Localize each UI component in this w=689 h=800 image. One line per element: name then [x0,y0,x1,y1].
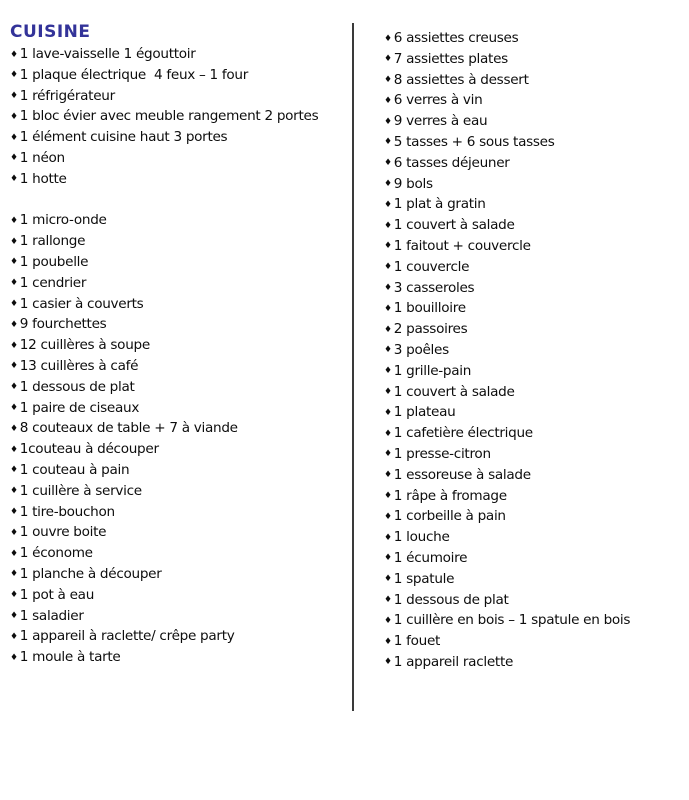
list-item [10,314,350,335]
list-item [10,231,350,252]
item-text: 1 poubelle [19,253,89,270]
bullet-icon: ♦ [384,574,392,585]
list-item [384,423,684,444]
item-text: 6 verres à vin [393,92,483,109]
list-item [384,506,684,527]
item-text: 1couteau à découper [19,441,159,458]
list-item [10,44,350,65]
list-item [10,522,350,543]
bullet-icon: ♦ [384,220,392,231]
list-item [384,444,684,465]
item-text: 1 cendrier [19,274,87,291]
list-item [384,215,684,236]
item-text: 6 assiettes creuses [393,30,519,46]
item-text: 3 poêles [393,341,449,358]
item-text: 13 cuillères à café [19,357,139,374]
bullet-icon: ♦ [384,324,392,335]
item-text: 1 couvert à salade [393,383,515,400]
bullet-icon: ♦ [10,423,18,434]
list-item [384,382,684,403]
list-item [384,569,684,590]
bullet-icon: ♦ [10,215,18,226]
list-item [384,465,684,486]
item-text: 1 cuillère à service [19,482,142,499]
bullet-icon: ♦ [384,95,392,106]
list-item [10,418,350,439]
bullet-icon: ♦ [10,340,18,351]
bullet-icon: ♦ [384,449,392,460]
list-item [10,585,350,606]
bullet-icon: ♦ [10,91,18,102]
list-item [384,49,684,70]
item-text: 1 casier à couverts [19,295,144,312]
list-item [10,543,350,564]
bullet-icon: ♦ [384,345,392,356]
bullet-icon: ♦ [10,569,18,580]
item-text: 1 râpe à fromage [393,487,507,504]
item-text: 1 cafetière électrique [393,425,533,442]
bullet-icon: ♦ [10,611,18,622]
bullet-icon: ♦ [10,132,18,143]
item-text: 5 tasses + 6 sous tasses [393,133,555,150]
bullet-icon: ♦ [10,153,18,164]
item-text: 1 micro-onde [19,212,107,229]
item-text: 1 couvercle [393,258,470,275]
bullet-icon: ♦ [384,303,392,314]
item-text: 1 pot à eau [19,586,95,603]
list-item [10,106,350,127]
list-item [10,335,350,356]
item-text: 1 couvert à salade [393,217,515,234]
list-item [384,319,684,340]
item-text: 1 grille-pain [393,362,472,379]
item-text: 1 spatule [393,570,455,587]
item-text: 1 appareil à raclette/ crêpe party [19,628,235,645]
item-text: 1 corbeille à pain [393,508,506,525]
list-item [384,194,684,215]
list-item [10,210,350,231]
bullet-icon: ♦ [384,33,392,44]
item-text: 1 fouet [393,633,441,650]
list-item [384,486,684,507]
list-item [10,273,350,294]
item-text: 9 bols [393,175,433,192]
list-item [384,340,684,361]
item-text: 1 presse-citron [393,445,491,462]
bullet-icon: ♦ [384,199,392,210]
list-item [10,169,350,190]
list-item [10,502,350,523]
bullet-icon: ♦ [10,527,18,538]
bullet-icon: ♦ [10,49,18,60]
item-text: 1 planche à découper [19,565,162,582]
bullet-icon: ♦ [10,465,18,476]
item-text: 1 ouvre boite [19,524,107,541]
bullet-icon: ♦ [10,257,18,268]
item-text: 8 couteaux de table + 7 à viande [19,420,238,437]
item-text: 1 dessous de plat [19,378,135,395]
list-item [384,174,684,195]
list-item [10,148,350,169]
list-item [384,610,684,631]
bullet-icon: ♦ [384,615,392,626]
item-text: 1 hotte [19,170,67,187]
item-text: 3 casseroles [393,279,475,296]
list-item [384,236,684,257]
item-text: 1 bloc évier avec meuble rangement 2 portes [19,108,319,125]
left-column [10,44,350,668]
bullet-icon: ♦ [10,590,18,601]
list-item [10,86,350,107]
item-text: 2 passoires [393,321,468,338]
bullet-icon: ♦ [384,283,392,294]
column-divider [352,23,354,711]
item-text: 1 réfrigérateur [19,87,115,104]
bullet-icon: ♦ [10,403,18,414]
list-item [10,65,350,86]
item-text: 7 assiettes plates [393,50,508,67]
item-text: 1 essoreuse à salade [393,466,531,483]
list-item [384,153,684,174]
item-text: 9 fourchettes [19,316,107,333]
item-text: 1 plat à gratin [393,196,486,213]
list-item [384,111,684,132]
list-item [384,70,684,91]
item-text: 6 tasses déjeuner [393,154,510,171]
bullet-icon: ♦ [10,299,18,310]
bullet-icon: ♦ [384,657,392,668]
item-text: 1 néon [19,149,65,166]
bullet-icon: ♦ [384,137,392,148]
list-item [384,652,684,673]
bullet-icon: ♦ [384,75,392,86]
list-item [384,278,684,299]
bullet-icon: ♦ [10,174,18,185]
bullet-icon: ♦ [10,486,18,497]
blank-line [10,190,350,211]
list-item [384,590,684,611]
item-text: 1 économe [19,545,93,562]
item-text: 8 assiettes à dessert [393,71,529,88]
bullet-icon: ♦ [384,553,392,564]
list-item [384,402,684,423]
bullet-icon: ♦ [384,491,392,502]
list-item [10,356,350,377]
bullet-icon: ♦ [10,361,18,372]
bullet-icon: ♦ [384,636,392,647]
list-item [384,132,684,153]
bullet-icon: ♦ [10,631,18,642]
item-text: 1 paire de ciseaux [19,399,140,416]
page-title: CUISINE [10,22,91,42]
item-text: 1 moule à tarte [19,649,121,666]
bullet-icon: ♦ [10,507,18,518]
bullet-icon: ♦ [10,444,18,455]
list-item [384,298,684,319]
item-text: 1 appareil raclette [393,653,514,670]
item-text: 1 lave-vaisselle 1 égouttoir [19,46,196,62]
bullet-icon: ♦ [10,236,18,247]
item-text: 1 plaque électrique 4 feux – 1 four [19,66,249,83]
item-text: 1 tire-bouchon [19,503,115,520]
item-text: 1 couteau à pain [19,461,130,478]
list-item [384,631,684,652]
list-item [384,90,684,111]
item-text: 1 écumoire [393,549,468,566]
bullet-icon: ♦ [384,532,392,543]
bullet-icon: ♦ [384,158,392,169]
list-item [384,257,684,278]
bullet-icon: ♦ [10,278,18,289]
list-item [10,252,350,273]
item-text: 12 cuillères à soupe [19,337,150,354]
item-text: 1 saladier [19,607,84,624]
bullet-icon: ♦ [384,595,392,606]
bullet-icon: ♦ [10,111,18,122]
list-item [10,647,350,668]
bullet-icon: ♦ [10,70,18,81]
list-item [384,361,684,382]
list-item [384,548,684,569]
list-item [10,398,350,419]
bullet-icon: ♦ [384,241,392,252]
item-text: 1 cuillère en bois – 1 spatule en bois [393,612,631,629]
bullet-icon: ♦ [384,179,392,190]
bullet-icon: ♦ [384,407,392,418]
list-item [10,294,350,315]
item-text: 1 plateau [393,404,456,421]
bullet-icon: ♦ [384,54,392,65]
list-item [384,527,684,548]
list-item [10,377,350,398]
bullet-icon: ♦ [384,511,392,522]
item-text: 1 élément cuisine haut 3 portes [19,129,228,146]
bullet-icon: ♦ [384,428,392,439]
list-item [10,439,350,460]
list-item [10,481,350,502]
list-item [10,460,350,481]
list-item [10,564,350,585]
item-text: 1 dessous de plat [393,591,509,608]
bullet-icon: ♦ [10,382,18,393]
bullet-icon: ♦ [384,470,392,481]
bullet-icon: ♦ [10,652,18,663]
list-item [384,28,684,49]
bullet-icon: ♦ [384,116,392,127]
bullet-icon: ♦ [384,262,392,273]
bullet-icon: ♦ [10,548,18,559]
item-text: 9 verres à eau [393,113,488,130]
list-item [10,626,350,647]
list-item [10,606,350,627]
item-text: 1 rallonge [19,233,86,250]
list-item [10,127,350,148]
item-text: 1 louche [393,529,450,546]
bullet-icon: ♦ [10,319,18,330]
item-text: 1 bouilloire [393,300,466,317]
right-column [384,28,684,673]
bullet-icon: ♦ [384,387,392,398]
item-text: 1 faitout + couvercle [393,237,531,254]
bullet-icon: ♦ [384,366,392,377]
